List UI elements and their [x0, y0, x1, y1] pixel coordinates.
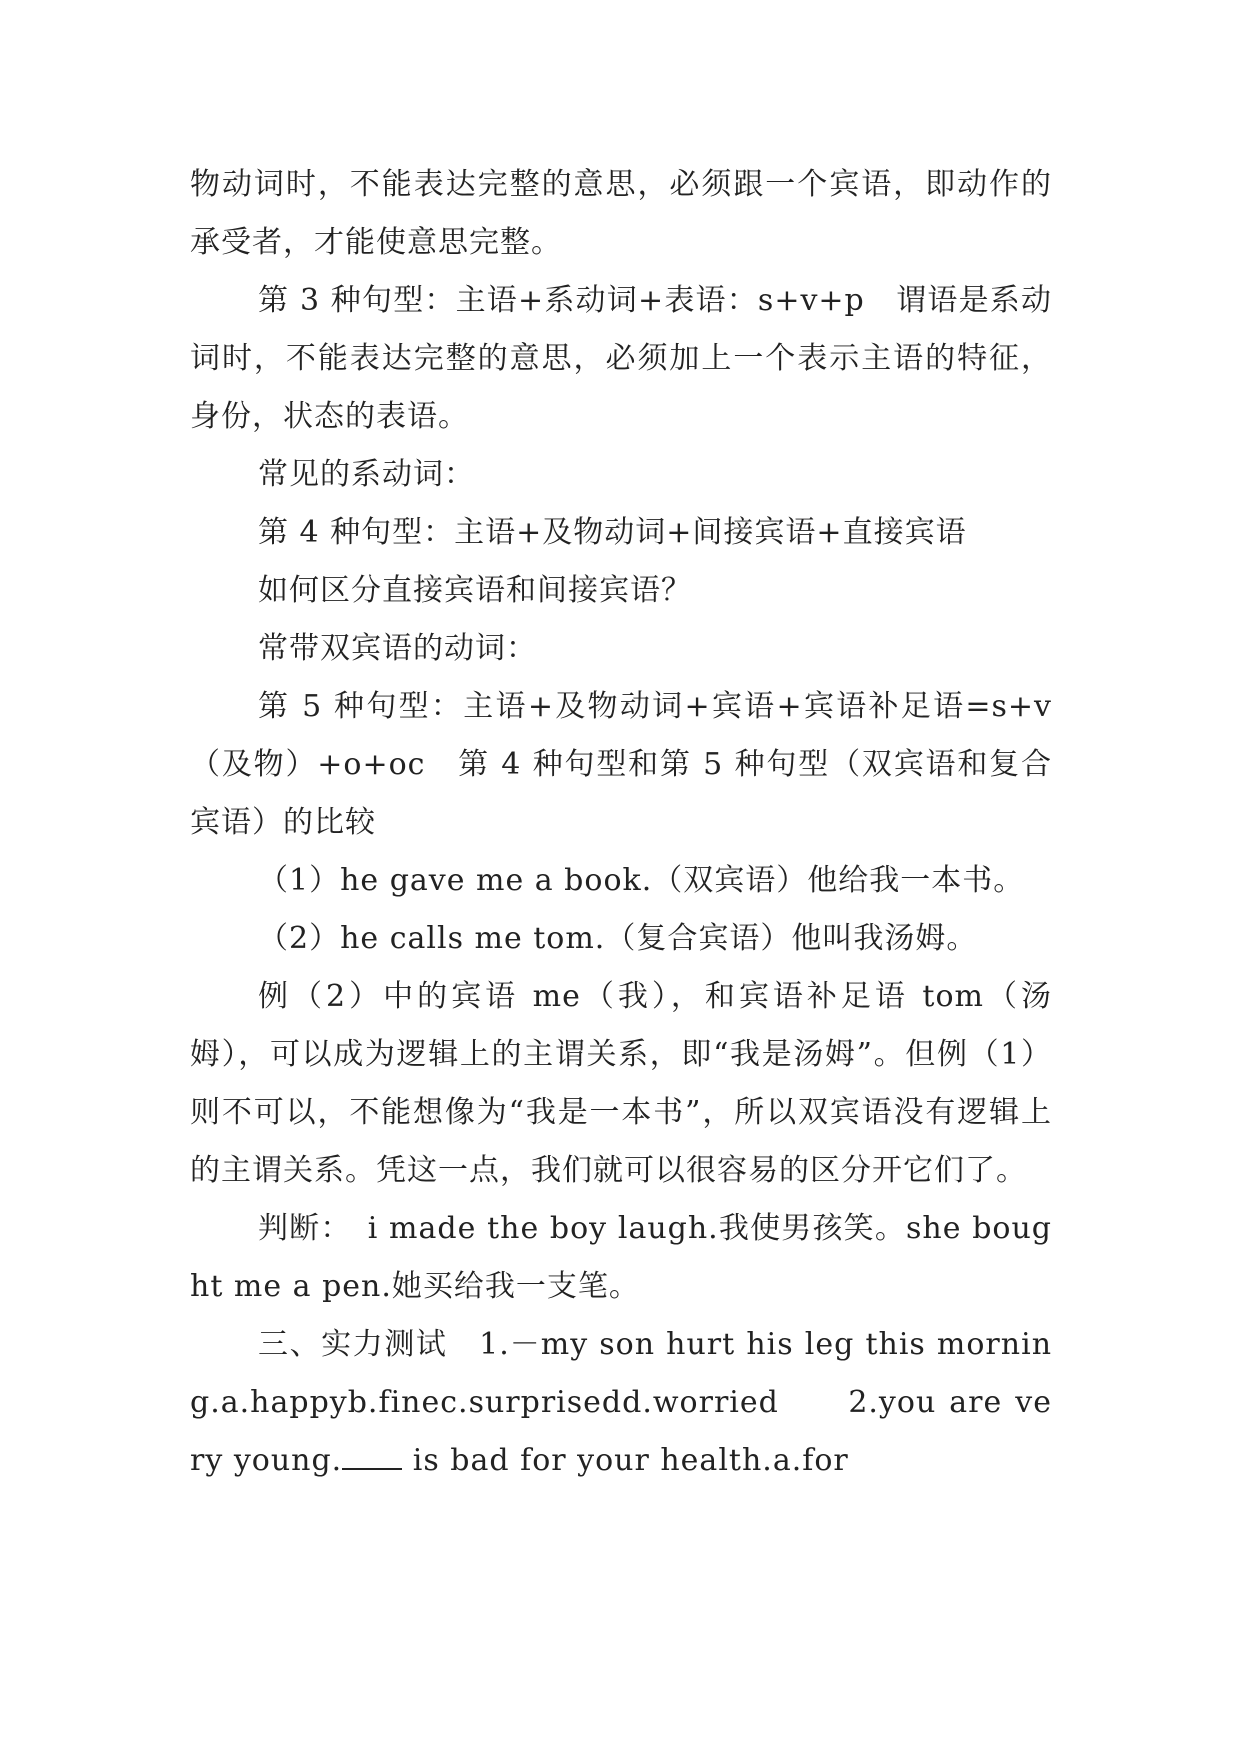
- paragraph-pattern-5: 第 5 种句型：主语+及物动词+宾语+宾语补足语=s+v（及物）+o+oc 第 4 种句型和第 5 种句型（双宾语和复合宾语）的比较: [190, 689, 1052, 840]
- paragraph-judgement: 判断： i made the boy laugh.我使男孩笑。she bought me a pen.她买给我一支笔。: [190, 1211, 1052, 1304]
- paragraph-linking-verbs: 常见的系动词：: [258, 457, 475, 492]
- paragraph-pattern-4: 第 4 种句型：主语+及物动词+间接宾语+直接宾语: [258, 515, 967, 550]
- paragraph-double-object-verbs: 常带双宾语的动词：: [258, 631, 537, 666]
- paragraph-pattern-3: 第 3 种句型：主语+系动词+表语：s+v+p 谓语是系动词时，不能表达完整的意思，必须加上一个表示主语的特征，身份，状态的表语。: [190, 283, 1052, 434]
- question-2-end: is bad for your health.a.for: [402, 1443, 849, 1478]
- paragraph-question: 如何区分直接宾语和间接宾语？: [258, 573, 692, 608]
- paragraph-explanation: 例（2）中的宾语 me（我），和宾语补足语 tom（汤姆），可以成为逻辑上的主谓关系，即“我是汤姆”。但例（1）则不可以，不能想像为“我是一本书”，所以双宾语没有逻辑上的主谓关系。凭这一点，我们就可以很容易的区分开它们了。: [190, 979, 1052, 1188]
- paragraph-continued: 物动词时，不能表达完整的意思，必须跟一个宾语，即动作的承受者，才能使意思完整。: [190, 167, 1052, 260]
- paragraph-example-1: （1）he gave me a book.（双宾语）他给我一本书。: [258, 863, 1025, 898]
- paragraph-example-2: （2）he calls me tom.（复合宾语）他叫我汤姆。: [258, 921, 978, 956]
- question-1: 1.－my son hurt his leg this morning.a.happyb.finec.surprisedd.worried: [190, 1327, 1053, 1420]
- paragraph-test: [190, 1316, 1052, 1490]
- answer-blank: [342, 1446, 402, 1470]
- question-2-start: 2.you are very young.: [190, 1385, 1052, 1478]
- test-heading: 三、实力测试: [258, 1327, 448, 1362]
- body-text: [190, 156, 1052, 1490]
